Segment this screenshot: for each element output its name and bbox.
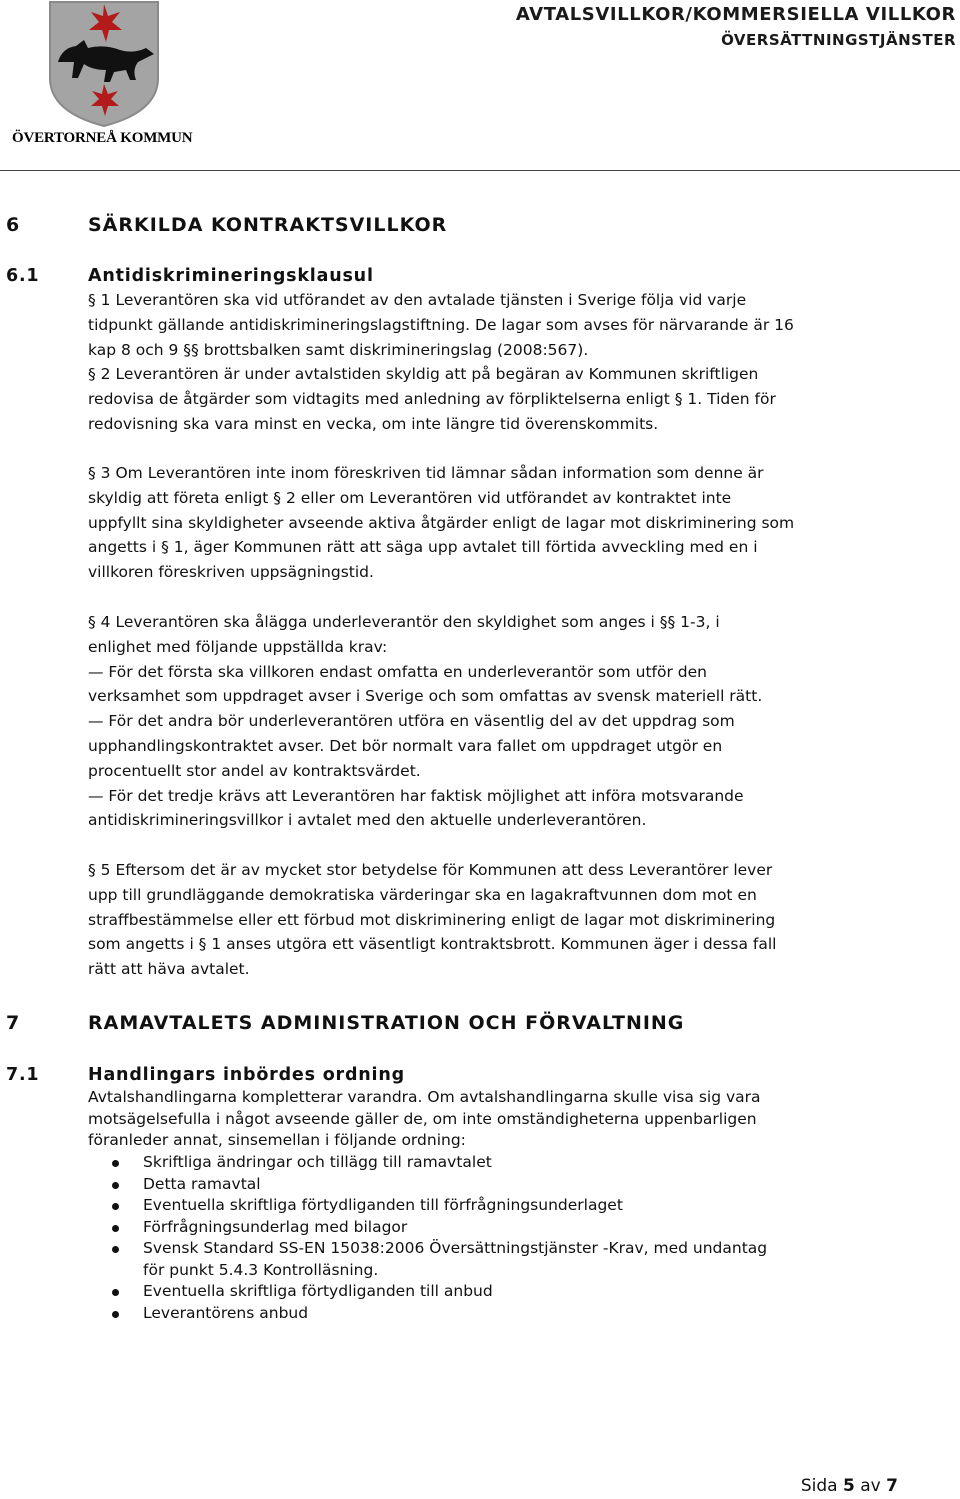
bullet-icon [112, 1160, 119, 1167]
coat-of-arms-icon [48, 0, 160, 128]
text-line: Avtalshandlingarna kompletterar varandra. Om avtalshandlingarna skulle visa sig vara [88, 1088, 761, 1106]
list-item-text: Eventuella skriftliga förtydliganden till förfrågningsunderlaget [143, 1196, 623, 1214]
text-line: antidiskrimineringsvillkor i avtalet med den aktuelle underleverantören. [88, 811, 647, 830]
list-item [0, 1281, 880, 1303]
document-header-subtitle: ÖVERSÄTTNINGSTJÄNSTER [721, 31, 956, 49]
text-line: — För det tredje krävs att Leverantören har faktisk möjlighet att införa motsvarande [88, 786, 744, 805]
section-number: 7 [6, 1012, 21, 1034]
section-number: 6.1 [6, 266, 40, 286]
section-title: Handlingars inbördes ordning [88, 1065, 405, 1085]
list-item-text: Leverantörens anbud [143, 1303, 309, 1322]
text-line: rätt att häva avtalet. [88, 960, 250, 979]
text-line: uppfyllt sina skyldigheter avseende aktiva åtgärder enligt de lagar mot diskriminering som [88, 513, 795, 532]
text-line: motsägelsefulla i något avseende gäller de, om inte omständigheterna uppenbarligen [88, 1109, 757, 1128]
bullet-icon [112, 1289, 119, 1296]
list-item-text: Skriftliga ändringar och tillägg till ramavtalet [143, 1153, 492, 1171]
bullet-icon [112, 1225, 119, 1232]
text-line: kap 8 och 9 §§ brottsbalken samt diskrimineringslag (2008:567). [88, 340, 589, 359]
section-title: SÄRKILDA KONTRAKTSVILLKOR [88, 214, 448, 236]
text-line: tidpunkt gällande antidiskrimineringslagstiftning. De lagar som avses för närvarande är 16 [88, 315, 794, 334]
header-divider [0, 170, 960, 171]
list-item [0, 1303, 880, 1325]
text-line: skyldig att företa enligt § 2 eller om Leverantören vid utförandet av kontraktet inte [88, 488, 732, 507]
text-line: — För det första ska villkoren endast omfatta en underleverantör som utför den [88, 662, 707, 681]
text-line: verksamhet som uppdraget avser i Sverige och som omfattas av svensk materiell rätt. [88, 687, 763, 706]
document-order-list [0, 1152, 880, 1324]
text-line: — För det andra bör underleverantören utföra en väsentlig del av det uppdrag som [88, 712, 735, 731]
total-pages: 7 [886, 1476, 898, 1496]
section-title: Antidiskrimineringsklausul [88, 266, 374, 286]
municipality-name: ÖVERTORNEÅ KOMMUN [12, 130, 193, 146]
text-line: § 3 Om Leverantören inte inom föreskriven tid lämnar sådan information som denne är [88, 464, 764, 482]
text-line: § 4 Leverantören ska ålägga underleverantör den skyldighet som anges i §§ 1-3, i [88, 613, 720, 631]
text-line: § 5 Eftersom det är av mycket stor betydelse för Kommunen att dess Leverantörer lever [88, 861, 773, 879]
list-item-text: Detta ramavtal [143, 1174, 261, 1193]
text-line: § 2 Leverantören är under avtalstiden skyldig att på begäran av Kommunen skriftligen [88, 365, 759, 384]
bullet-icon [112, 1203, 119, 1210]
list-item [0, 1174, 880, 1196]
list-item-text: Svensk Standard SS-EN 15038:2006 Översättningstjänster -Krav, med undantag [143, 1239, 768, 1257]
list-item [0, 1238, 880, 1281]
list-item-text-continued: för punkt 5.4.3 Kontrolläsning. [143, 1260, 379, 1279]
text-line: redovisa de åtgärder som vidtagits med anledning av förpliktelserna enligt § 1. Tiden för [88, 390, 776, 409]
list-item [0, 1152, 880, 1174]
paragraph-5 [88, 858, 908, 982]
text-line: redovisning ska vara minst en vecka, om inte längre tid överenskommits. [88, 414, 659, 433]
list-item [0, 1195, 880, 1217]
bullet-icon [112, 1311, 119, 1318]
section-number: 6 [6, 214, 21, 236]
text-line: föranleder annat, sinsemellan i följande ordning: [88, 1131, 466, 1149]
list-item-text: Förfrågningsunderlag med bilagor [143, 1217, 408, 1236]
text-line: som angetts i § 1 anses utgöra ett väsentligt kontraktsbrott. Kommunen äger i dessa fall [88, 935, 777, 954]
text-line: angetts i § 1, äger Kommunen rätt att säga upp avtalet till förtida avveckling med en i [88, 538, 758, 557]
section-title: RAMAVTALETS ADMINISTRATION OCH FÖRVALTNING [88, 1012, 685, 1034]
text-line: villkoren föreskriven uppsägningstid. [88, 563, 374, 582]
paragraph-3 [88, 461, 908, 585]
text-line: procentuellt stor andel av kontraktsvärdet. [88, 761, 421, 780]
text-line: straffbestämmelse eller ett förbud mot diskriminering enligt de lagar mot diskriminering [88, 910, 776, 929]
page-of-label: av [860, 1476, 881, 1496]
current-page: 5 [843, 1476, 855, 1496]
page-label: Sida [800, 1476, 838, 1496]
page-number [801, 1476, 898, 1496]
text-line: § 1 Leverantören ska vid utförandet av den avtalade tjänsten i Sverige följa vid varje [88, 291, 747, 309]
paragraph-1-and-2 [88, 288, 908, 437]
paragraph-4 [88, 610, 908, 833]
list-item [0, 1217, 880, 1239]
text-line: enlighet med följande uppställda krav: [88, 637, 388, 656]
list-item-text: Eventuella skriftliga förtydliganden till anbud [143, 1282, 493, 1300]
bullet-icon [112, 1182, 119, 1189]
text-line: upphandlingskontraktet avser. Det bör normalt vara fallet om uppdraget utgör en [88, 736, 723, 755]
document-header-title: AVTALSVILLKOR/KOMMERSIELLA VILLKOR [515, 4, 956, 25]
text-line: upp till grundläggande demokratiska värderingar ska en lagakraftvunnen dom mot en [88, 885, 757, 904]
section-number: 7.1 [6, 1065, 40, 1085]
municipality-logo [6, 0, 196, 150]
order-intro-paragraph [88, 1087, 908, 1152]
bullet-icon [112, 1246, 119, 1253]
